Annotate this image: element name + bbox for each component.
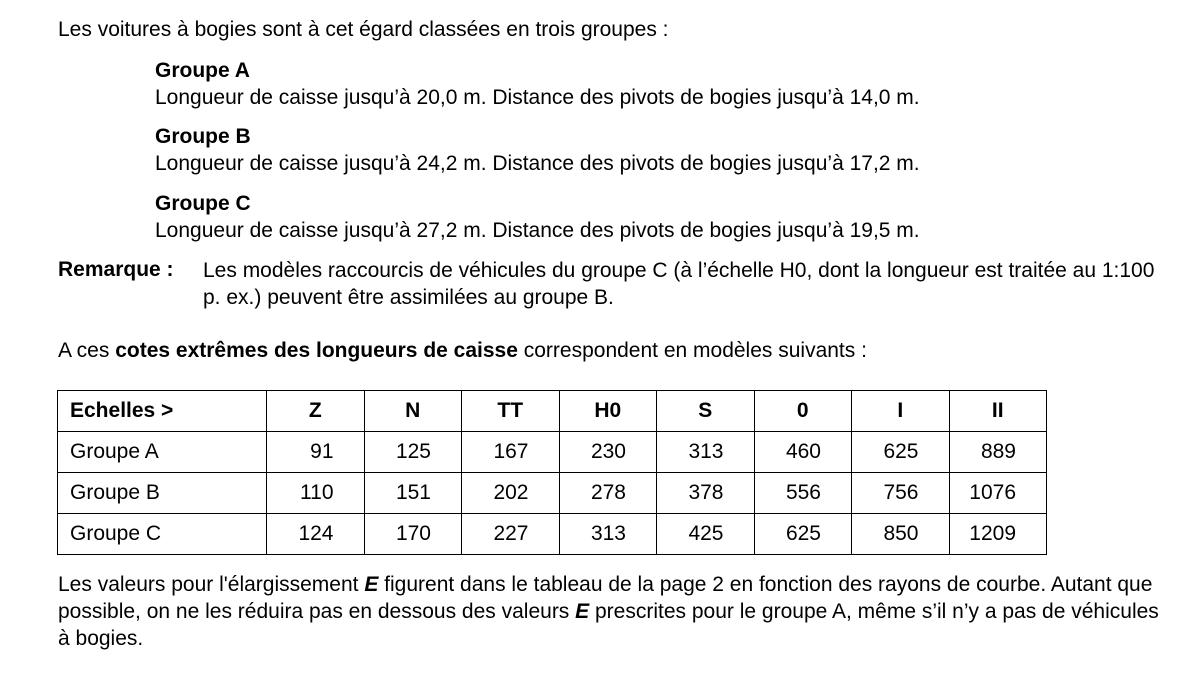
- table-cell: 625: [754, 514, 852, 555]
- table-cell: 313: [657, 432, 755, 473]
- group-a-text: Longueur de caisse jusqu’à 20,0 m. Distance des pivots de bogies jusqu’à 14,0 m.: [155, 86, 920, 109]
- table-cell: 889: [949, 432, 1047, 473]
- table-cell: 460: [754, 432, 852, 473]
- footer-text-3: prescrites pour le groupe A, même s’il n’y a pas de véhicules à bogies.: [58, 600, 1159, 650]
- table-cell: 91: [267, 432, 365, 473]
- table-cell: 1076: [949, 473, 1047, 514]
- footer-paragraph: [58, 571, 1168, 652]
- remark-text: Les modèles raccourcis de véhicules du groupe C (à l’échelle H0, dont la longueur est traitée au 1:100 p. ex.) peuvent être assimilées au groupe B.: [203, 259, 1155, 309]
- table-cell: 313: [559, 514, 657, 555]
- group-a-block: [155, 57, 920, 111]
- scales-table: [57, 390, 1047, 555]
- group-c-text: Longueur de caisse jusqu’à 27,2 m. Distance des pivots de bogies jusqu’à 19,5 m.: [155, 219, 920, 242]
- footer-symbol-e-2: E: [575, 600, 590, 623]
- lead-text-bold: cotes extrêmes des longueurs de caisse: [115, 339, 518, 362]
- table-cell: 378: [657, 473, 755, 514]
- table-cell: 850: [852, 514, 950, 555]
- row-label: Groupe C: [58, 514, 267, 555]
- table-cell: 170: [364, 514, 462, 555]
- lead-text-before: A ces: [58, 339, 116, 362]
- footer-text-2: figurent dans le tableau de la page 2 en fonction des rayons de courbe. Autant que possible, on ne les réduira pas en dessous des valeurs: [58, 573, 1153, 623]
- table-cell: 556: [754, 473, 852, 514]
- group-c-title: Groupe C: [155, 192, 251, 215]
- table-cell: 125: [364, 432, 462, 473]
- header-cell-ii: II: [949, 391, 1047, 432]
- group-b-title: Groupe B: [155, 125, 251, 148]
- row-label: Groupe A: [58, 432, 267, 473]
- header-cell-tt: TT: [462, 391, 560, 432]
- table-cell: 625: [852, 432, 950, 473]
- table-cell: 1209: [949, 514, 1047, 555]
- table-row: [58, 432, 1047, 473]
- group-b-block: [155, 123, 920, 177]
- table-cell: 756: [852, 473, 950, 514]
- group-b-text: Longueur de caisse jusqu’à 24,2 m. Distance des pivots de bogies jusqu’à 17,2 m.: [155, 152, 920, 175]
- header-cell-i: I: [852, 391, 950, 432]
- table-row: [58, 473, 1047, 514]
- table-cell: 167: [462, 432, 560, 473]
- table-cell: 124: [267, 514, 365, 555]
- table-cell: 425: [657, 514, 755, 555]
- remark-label: Remarque :: [58, 258, 174, 281]
- table-cell: 202: [462, 473, 560, 514]
- table-row: [58, 514, 1047, 555]
- header-cell-s: S: [657, 391, 755, 432]
- footer-symbol-e-1: E: [364, 573, 379, 596]
- table-header-row: [58, 391, 1047, 432]
- header-cell-z: Z: [267, 391, 365, 432]
- table-cell: 278: [559, 473, 657, 514]
- header-cell-h0: H0: [559, 391, 657, 432]
- group-a-title: Groupe A: [155, 59, 250, 82]
- lead-text-after: correspondent en modèles suivants :: [517, 339, 867, 362]
- group-c-block: [155, 190, 920, 244]
- table-cell: 230: [559, 432, 657, 473]
- header-cell-0: 0: [754, 391, 852, 432]
- row-label: Groupe B: [58, 473, 267, 514]
- table-cell: 151: [364, 473, 462, 514]
- footer-text-1: Les valeurs pour l'élargissement: [58, 573, 365, 596]
- table-cell: 227: [462, 514, 560, 555]
- table-lead-paragraph: [58, 338, 867, 364]
- header-cell-n: N: [364, 391, 462, 432]
- header-cell-scales: Echelles >: [58, 391, 267, 432]
- table-cell: 110: [267, 473, 365, 514]
- intro-paragraph: Les voitures à bogies sont à cet égard classées en trois groupes :: [58, 18, 669, 41]
